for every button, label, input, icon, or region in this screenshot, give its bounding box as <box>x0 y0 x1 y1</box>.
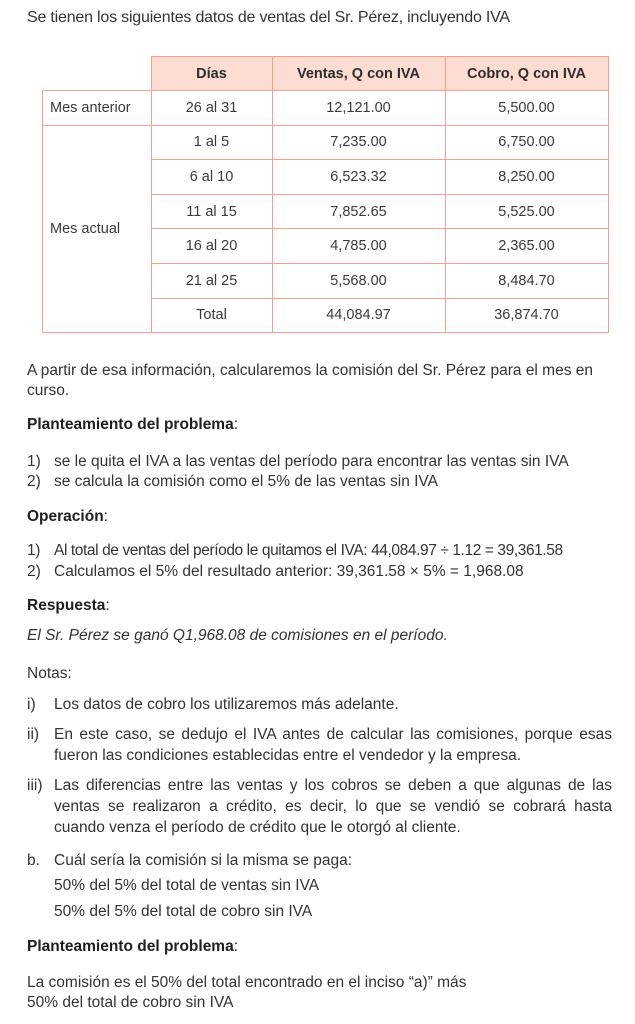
list-item <box>27 562 627 582</box>
cell-dias: 21 al 25 <box>151 264 272 299</box>
group-mes-anterior: Mes anterior <box>43 91 152 126</box>
cell-dias: 26 al 31 <box>151 91 272 126</box>
cell-ventas: 5,568.00 <box>272 264 445 299</box>
operacion-heading <box>27 507 617 527</box>
inciso-label: b. <box>27 852 40 869</box>
respuesta-title: Respuesta <box>27 597 106 614</box>
planteamiento2-title: Planteamiento del problema <box>27 938 234 955</box>
item-number: 2) <box>27 473 41 490</box>
cell-cobro: 6,750.00 <box>445 125 608 160</box>
item-number: 2) <box>27 563 41 580</box>
note-text: Las diferencias entre las ventas y los cobros se deben a que algunas de las ventas se realizaron a crédito, es decir, lo que se vendió se cobrará hasta cuando venza el período de crédito que le otorgó al cliente. <box>54 777 612 836</box>
inciso-b <box>27 851 627 871</box>
cell-cobro: 5,525.00 <box>445 194 608 229</box>
planteamiento-title: Planteamiento del problema <box>27 416 234 433</box>
planteamiento2-heading <box>27 937 617 957</box>
colon: : <box>233 416 239 433</box>
colon: : <box>233 938 239 955</box>
cell-total-ventas: 44,084.97 <box>272 298 445 333</box>
note-number: ii) <box>27 726 40 743</box>
cell-ventas: 12,121.00 <box>272 91 445 126</box>
table-corner <box>43 57 152 91</box>
colon: : <box>105 597 110 614</box>
cell-dias: 11 al 15 <box>151 194 272 229</box>
planteamiento2-line1: La comisión es el 50% del total encontrado en el inciso “a)” más <box>27 974 467 991</box>
item-number: 1) <box>27 453 41 470</box>
item-text: se le quita el IVA a las ventas del período para encontrar las ventas sin IVA <box>54 453 569 470</box>
group-mes-actual: Mes actual <box>43 125 152 333</box>
note-text: Los datos de cobro los utilizaremos más adelante. <box>54 696 399 713</box>
header-ventas: Ventas, Q con IVA <box>272 57 445 91</box>
header-cobro: Cobro, Q con IVA <box>445 57 608 91</box>
colon: : <box>103 508 108 525</box>
item-text: Al total de ventas del período le quitamos el IVA: 44,084.97 ÷ 1.12 = 39,361.58 <box>54 542 563 559</box>
header-dias: Días <box>151 57 272 91</box>
cell-cobro: 8,484.70 <box>445 264 608 299</box>
inciso-line: 50% del 5% del total de ventas sin IVA <box>54 877 320 894</box>
notas-title: Notas: <box>27 665 72 682</box>
inciso-line: 50% del 5% del total de cobro sin IVA <box>54 903 313 920</box>
operacion-title: Operación <box>27 508 104 525</box>
cell-ventas: 7,852.65 <box>272 194 445 229</box>
cell-dias: 1 al 5 <box>151 125 272 160</box>
cell-dias: 6 al 10 <box>151 160 272 195</box>
item-number: 1) <box>27 542 40 559</box>
intro-text: Se tienen los siguientes datos de ventas del Sr. Pérez, incluyendo IVA <box>27 9 510 26</box>
inciso-text: Cuál sería la comisión si la misma se paga: <box>54 852 353 869</box>
intro-paragraph: A partir de esa información, calcularemos la comisión del Sr. Pérez para el mes en curso. <box>27 362 594 399</box>
cell-ventas: 7,235.00 <box>272 125 445 160</box>
note-item <box>27 694 612 715</box>
list-item <box>27 541 627 561</box>
list-item <box>27 452 627 472</box>
item-text: Calculamos el 5% del resultado anterior: 39,361.58 × 5% = 1,968.08 <box>54 563 524 580</box>
note-number: iii) <box>27 777 43 794</box>
planteamiento-heading <box>27 415 617 435</box>
item-text: se calcula la comisión como el 5% de las ventas sin IVA <box>54 473 438 490</box>
cell-cobro: 8,250.00 <box>445 160 608 195</box>
cell-total-cobro: 36,874.70 <box>445 298 608 333</box>
respuesta-heading <box>27 596 617 616</box>
cell-ventas: 6,523.32 <box>272 160 445 195</box>
note-item <box>27 724 612 766</box>
table-header-row <box>43 57 609 91</box>
note-item <box>27 775 612 838</box>
planteamiento2-line2: 50% del total de cobro sin IVA <box>27 994 234 1011</box>
cell-dias: 16 al 20 <box>151 229 272 264</box>
note-text: En este caso, se dedujo el IVA antes de calcular las comisiones, porque esas fueron las condiciones establecidas entre el vendedor y la empresa. <box>54 726 612 764</box>
list-item <box>27 472 627 492</box>
table-row <box>43 91 609 126</box>
sales-table <box>42 56 609 333</box>
cell-total-label: Total <box>151 298 272 333</box>
respuesta-text: El Sr. Pérez se ganó Q1,968.08 de comisiones en el período. <box>27 627 448 644</box>
table-row <box>43 125 609 160</box>
cell-ventas: 4,785.00 <box>272 229 445 264</box>
cell-cobro: 5,500.00 <box>445 91 608 126</box>
cell-cobro: 2,365.00 <box>445 229 608 264</box>
note-number: i) <box>27 696 36 713</box>
